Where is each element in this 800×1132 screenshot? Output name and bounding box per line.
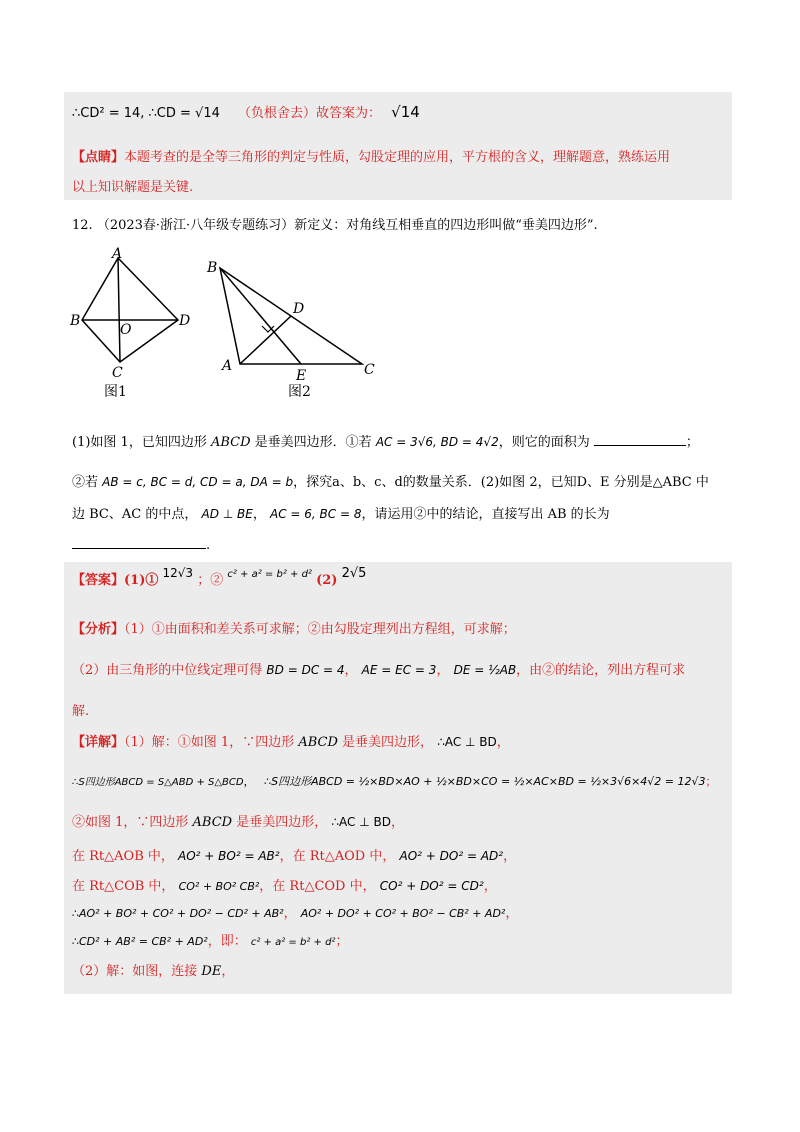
fig2-label-e: E	[296, 368, 307, 384]
q2-condition: AB = c, BC = d, CD = a, DA = b	[102, 475, 294, 489]
equation-sum-2: AO² + DO² + CO² + BO² − CB² + AD²	[300, 907, 506, 920]
question-line-2	[72, 472, 709, 493]
analysis-line-1	[72, 620, 516, 640]
area-calculation: ∴S四边形ABCD = ½×BD×AO + ½×BD×CO = ½×AC×BD = ½×3√6×4√2 = 12√3	[264, 775, 706, 788]
detail-text-4b: ，在 Rt△AOD 中，	[279, 849, 396, 864]
problem-intro: 新定义：对角线互相垂直的四边形叫做“垂美四边形”.	[294, 218, 598, 233]
figure-2	[200, 250, 390, 404]
answer-sep: ；②	[197, 573, 224, 588]
q1-condition: AC = 3√6, BD = 4√2	[375, 435, 499, 449]
fig2-label-b: B	[207, 260, 218, 276]
fig1-label-b: B	[70, 313, 81, 329]
q2-text-b: ，探究a、b、c、d的数量关系．(2)如图 2，已知D、E 分别是△ABC 中	[293, 475, 709, 490]
detail-perp-1: ∴AC ⊥ BD	[437, 735, 497, 749]
problem-source: （2023春·浙江·八年级专题练习）	[96, 218, 295, 233]
q1-text-a: (1)如图 1，已知四边形	[72, 435, 207, 450]
problem-header	[72, 216, 598, 236]
analysis-bd: BD = DC = 4	[266, 663, 345, 677]
q1-text-c: ，则它的面积为	[498, 435, 590, 450]
diagonal-ac	[118, 258, 120, 362]
segment-be	[220, 268, 301, 364]
segment-ad	[240, 316, 291, 364]
prev-note: （负根舍去）故答案为：	[238, 106, 382, 121]
detail-line-2	[72, 772, 717, 793]
detail-line-3	[72, 812, 404, 833]
fig2-label-c: C	[364, 362, 375, 378]
fig1-caption: 图1	[104, 384, 127, 400]
figure-1	[66, 244, 206, 404]
detail-text-1a: （1）解：①如图 1，∵四边形	[124, 735, 295, 750]
answer-blank-ab[interactable]	[72, 548, 206, 549]
detail-text-5a: 在 Rt△COB 中，	[72, 879, 175, 894]
equation-aob: AO² + BO² = AB²	[178, 849, 280, 863]
analysis-ae: AE = EC = 3	[361, 663, 437, 677]
answer-part-1: (1)①	[124, 573, 159, 588]
q3-text-b: ，请运用②中的结论，直接写出 AB 的长为	[361, 507, 610, 522]
question-line-4	[72, 536, 210, 556]
question-line-3	[72, 504, 610, 525]
detail-line-5	[72, 876, 497, 897]
fig1-label-d: D	[179, 313, 191, 329]
q2-text-a: ②若	[72, 475, 99, 490]
analysis-text-1: （1）①由面积和差关系可求解；②由勾股定理列出方程组，可求解；	[124, 622, 516, 637]
fig2-label-d: D	[293, 301, 305, 317]
detail-end-2: ；	[705, 775, 717, 788]
detail-abcd-2: ABCD	[192, 815, 233, 830]
detail-end-8: ，	[221, 964, 235, 979]
q1-abcd: ABCD	[210, 435, 251, 450]
analysis-text-2b: ，由②的结论，列出方程可求	[516, 663, 686, 678]
detail-end-3: ，	[390, 815, 404, 830]
answer-label: 【答案】	[72, 573, 125, 588]
detail-line-4	[72, 846, 516, 867]
equation-result: ∴CD² + AB² = CB² + AD²	[72, 935, 208, 948]
answer-line	[72, 566, 367, 592]
q3-text-a: 边 BC、AC 的中点，	[72, 507, 198, 522]
answer-value-1: 12√3	[162, 566, 194, 580]
detail-sep-2: ，	[243, 775, 255, 788]
analysis-text-3: 解.	[72, 704, 90, 719]
tip-label: 【点睛】	[72, 150, 125, 165]
detail-label: 【详解】	[72, 735, 125, 750]
tip-line-2	[72, 178, 193, 198]
analysis-sep-2: ，	[436, 663, 450, 678]
fig2-label-a: A	[222, 358, 233, 374]
fig2-caption: 图2	[288, 384, 311, 400]
detail-line-8	[72, 962, 234, 982]
q1-text-b: 是垂美四边形．①若	[254, 435, 372, 450]
detail-text-3b: 是垂美四边形，	[236, 815, 328, 830]
detail-text-4a: 在 Rt△AOB 中，	[72, 849, 174, 864]
detail-abcd-1: ABCD	[298, 735, 338, 750]
analysis-line-2	[72, 660, 685, 681]
equation-sum-1: ∴AO² + BO² + CO² + DO² − CD² + AB²	[72, 907, 284, 920]
tip-line-1	[72, 148, 670, 168]
q3-values: AC = 6, BC = 8	[270, 507, 362, 521]
detail-perp-2: ∴AC ⊥ BD	[331, 815, 391, 829]
analysis-sep: ，	[344, 663, 358, 678]
q4-end: .	[206, 538, 211, 553]
detail-text-7: ，即：	[207, 934, 247, 949]
analysis-line-3	[72, 702, 89, 722]
detail-text-1b: 是垂美四边形，	[342, 735, 434, 750]
detail-sep-6: ，	[283, 906, 297, 921]
prev-answer: √14	[391, 103, 420, 121]
q3-sep: ，	[252, 507, 266, 522]
prev-answer-line	[72, 102, 420, 124]
fig1-label-o: O	[120, 322, 132, 338]
analysis-de: DE = ½AB	[453, 663, 517, 677]
equation-cob: CO² + BO² CB²	[178, 880, 260, 893]
answer-part-3: (2)	[316, 573, 338, 588]
detail-end-1: ，	[496, 735, 510, 750]
q1-end: ；	[685, 435, 699, 450]
problem-number: 12.	[72, 218, 93, 233]
fig1-label-a: A	[112, 246, 123, 262]
analysis-label: 【分析】	[72, 622, 125, 637]
detail-end-7: ；	[335, 934, 349, 949]
answer-blank-area[interactable]	[594, 445, 686, 446]
equation-aod: AO² + DO² = AD²	[399, 849, 504, 863]
detail-text-5b: ，在 Rt△COD 中，	[259, 879, 376, 894]
prev-formula: ∴CD² = 14, ∴CD = √14	[72, 106, 220, 121]
q3-perp: AD ⊥ BE	[201, 507, 253, 521]
tip-text-2: 以上知识解题是关键.	[72, 180, 194, 195]
detail-line-1	[72, 732, 510, 753]
equation-conclusion: c² + a² = b² + d²	[250, 937, 336, 948]
answer-value-2: c² + a² = b² + d²	[227, 569, 312, 580]
analysis-text-2a: （2）由三角形的中位线定理可得	[72, 663, 263, 678]
answer-value-3: 2√5	[341, 566, 367, 581]
fig1-label-c: C	[112, 365, 123, 381]
tip-text-1: 本题考查的是全等三角形的判定与性质，勾股定理的应用，平方根的含义，理解题意，熟练运用	[124, 150, 671, 165]
question-line-1	[72, 432, 699, 453]
detail-text-8a: （2）解：如图，连接	[72, 964, 198, 979]
area-decomposition: ∴S四边形ABCD = S△ABD + S△BCD	[72, 777, 244, 788]
detail-end-6: ，	[505, 906, 519, 921]
detail-end-5: ，	[483, 879, 497, 894]
equation-cod: CO² + DO² = CD²	[379, 879, 484, 893]
detail-end-4: ，	[503, 849, 517, 864]
detail-line-7	[72, 932, 348, 953]
quadrilateral-abcd	[82, 258, 178, 362]
detail-text-3a: ②如图 1，∵四边形	[72, 815, 189, 830]
detail-line-6	[72, 904, 518, 924]
detail-de: DE	[201, 964, 222, 979]
